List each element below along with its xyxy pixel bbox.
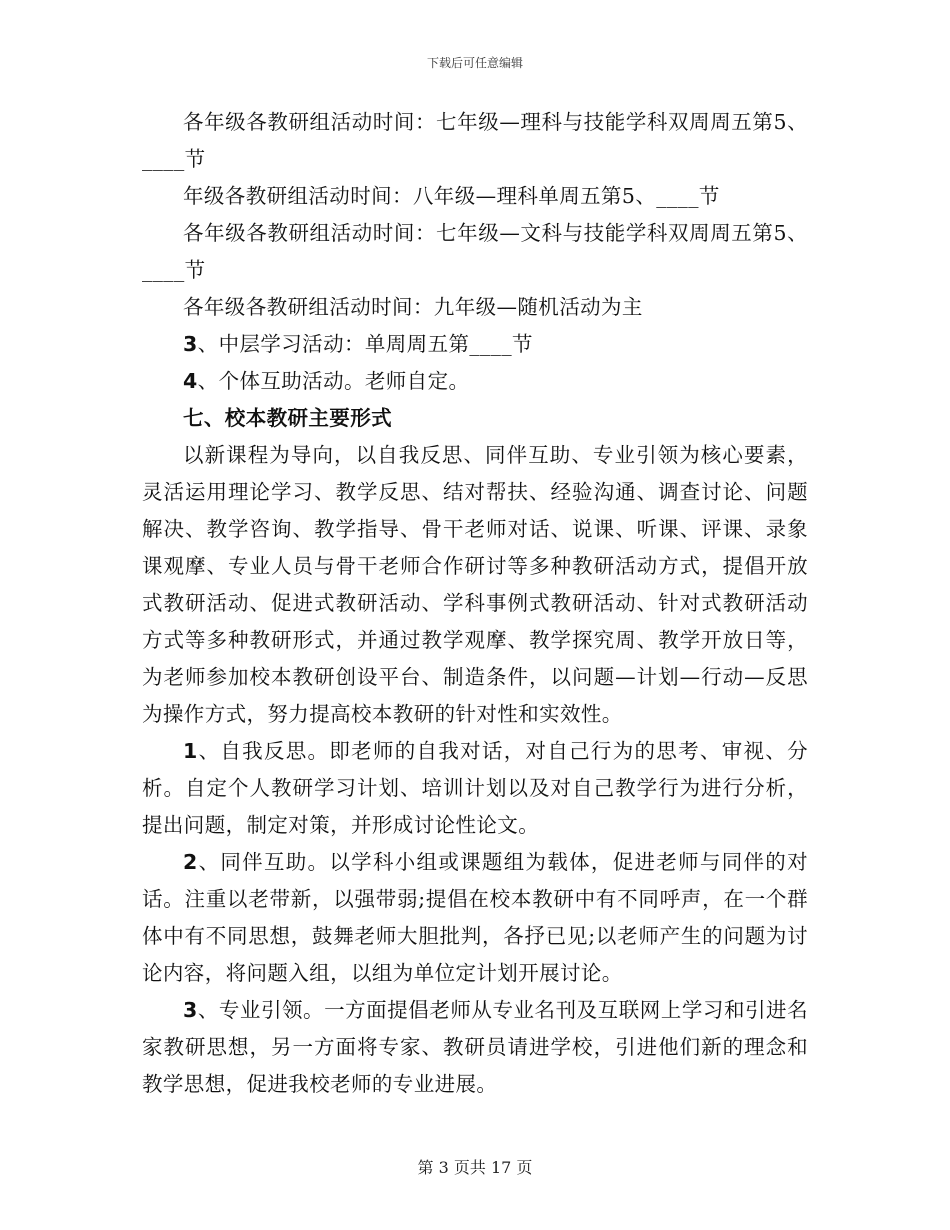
paragraph-text: 各年级各教研组活动时间：九年级—随机活动为主 <box>183 295 643 319</box>
item-number: 1 <box>183 739 198 763</box>
paragraph-text: 、自我反思。即老师的自我对话，对自己行为的思考、审视、分析。自定个人教研学习计划、培训计划以及对自己教学行为进行分析，提出问题，制定对策，并形成讨论性论文。 <box>142 739 808 837</box>
item-number: 4 <box>183 369 198 393</box>
paragraph-text: 年级各教研组活动时间：八年级—理科单周五第5、____节 <box>183 184 720 208</box>
paragraph-middle-level-study <box>142 326 808 363</box>
paragraph-text: 各年级各教研组活动时间：七年级—文科与技能学科双周周五第5、____节 <box>142 221 808 282</box>
paragraph-text: 、个体互助活动。老师自定。 <box>197 369 470 393</box>
section-heading <box>142 400 808 437</box>
paragraph-text: 、专业引领。一方面提倡老师从专业名刊及互联网上学习和引进名家教研思想，另一方面将专家、教研员请进学校，引进他们新的理念和教学思想，促进我校老师的专业进展。 <box>142 998 808 1096</box>
paragraph-individual-mutual-aid <box>142 363 808 400</box>
paragraph-main-forms <box>142 437 808 733</box>
paragraph-peer-support <box>142 844 808 992</box>
document-body <box>142 104 808 1103</box>
page-header: 下载后可任意编辑 <box>426 56 523 70</box>
item-number: 2 <box>183 850 198 874</box>
paragraph-text: 、中层学习活动：单周周五第____节 <box>197 332 533 356</box>
paragraph-text: 各年级各教研组活动时间：七年级—理科与技能学科双周周五第5、____节 <box>142 110 808 171</box>
item-number: 3 <box>183 332 198 356</box>
paragraph-grade9-time <box>142 289 808 326</box>
paragraph-professional-guidance <box>142 992 808 1103</box>
item-number: 3 <box>183 998 198 1022</box>
heading-text: 七、校本教研主要形式 <box>183 406 392 430</box>
paragraph-self-reflection <box>142 733 808 844</box>
paragraph-grade8-science-time <box>142 178 808 215</box>
page-footer: 第 3 页共 17 页 <box>417 1158 533 1177</box>
paragraph-text: 、同伴互助。以学科小组或课题组为载体，促进老师与同伴的对话。注重以老带新，以强带弱;提倡在校本教研中有不同呼声，在一个群体中有不同思想，鼓舞老师大胆批判，各抒已见;以老师产生的问题为讨论内容，将问题入组，以组为单位定计划开展讨论。 <box>142 850 808 985</box>
paragraph-grade7-science-time <box>142 104 808 178</box>
paragraph-text: 以新课程为导向，以自我反思、同伴互助、专业引领为核心要素，灵活运用理论学习、教学反思、结对帮扶、经验沟通、调查讨论、问题解决、教学咨询、教学指导、骨干老师对话、说课、听课、评课、录象课观摩、专业人员与骨干老师合作研讨等多种教研活动方式，提倡开放式教研活动、促进式教研活动、学科事例式教研活动、针对式教研活动方式等多种教研形式，并通过教学观摩、教学探究周、教学开放日等，为老师参加校本教研创设平台、制造条件，以问题—计划—行动—反思为操作方式，努力提高校本教研的针对性和实效性。 <box>142 443 808 726</box>
paragraph-grade7-liberal-arts-time <box>142 215 808 289</box>
